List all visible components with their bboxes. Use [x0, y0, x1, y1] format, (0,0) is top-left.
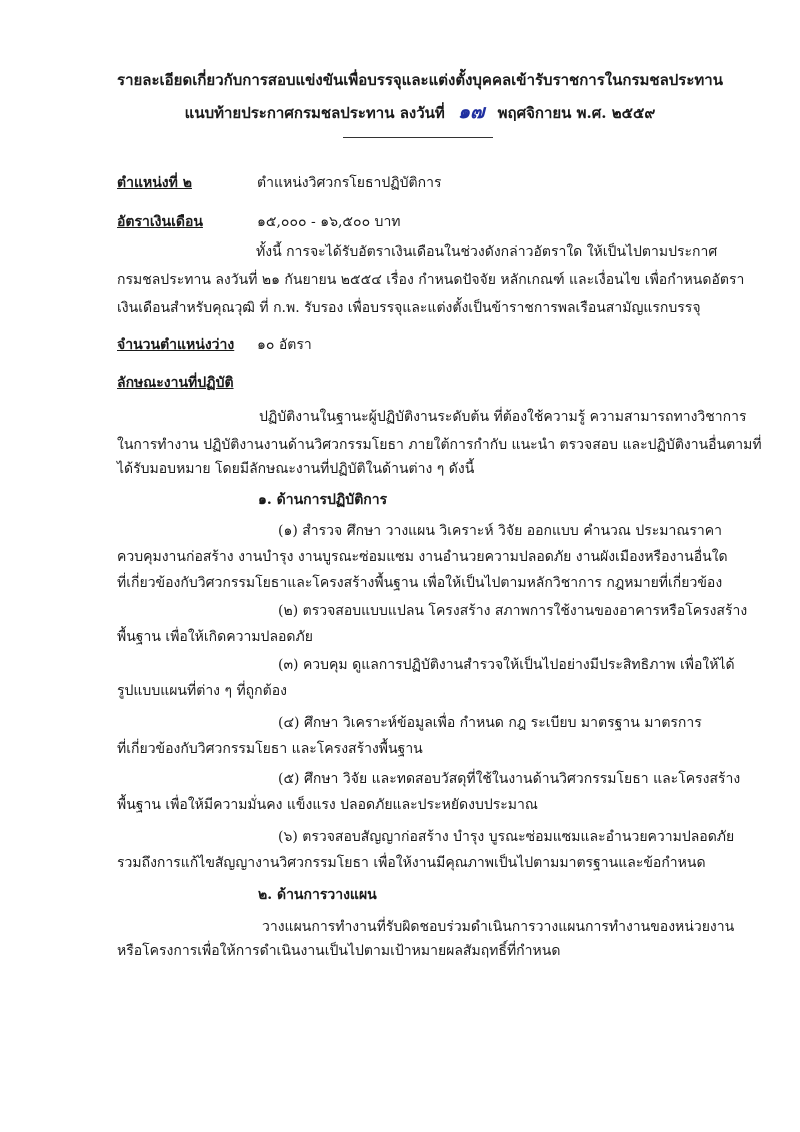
planning-line: วางแผนการทำงานที่รับผิดชอบร่วมดำเนินการวางแผนการทำงานของหน่วยงาน	[262, 919, 735, 935]
section-2-title: ๒. ด้านการวางแผน	[258, 887, 377, 903]
duties-intro-line: ปฏิบัติงานในฐานะผู้ปฏิบัติงานระดับต้น ที่ต้องใช้ความรู้ ความสามารถทางวิชาการ	[259, 409, 747, 425]
duty-item: (๒) ตรวจสอบแบบแปลน โครงสร้าง สภาพการใช้งานของอาคารหรือโครงสร้าง	[278, 603, 748, 619]
duties-label: ลักษณะงานที่ปฏิบัติ	[117, 375, 234, 391]
duty-item-continued: พื้นฐาน เพื่อให้เกิดความปลอดภัย	[117, 629, 313, 645]
duty-item: (๔) ศึกษา วิเคราะห์ข้อมูลเพื่อ กำหนด กฎ ระเบียบ มาตรฐาน มาตรการ	[278, 715, 702, 731]
salary-value: ๑๕,๐๐๐ - ๑๖,๕๐๐ บาท	[257, 214, 401, 230]
section-1-title: ๑. ด้านการปฏิบัติการ	[258, 492, 388, 508]
duty-item-continued: รูปแบบแผนที่ต่าง ๆ ที่ถูกต้อง	[117, 683, 287, 699]
planning-line: หรือโครงการเพื่อให้การดำเนินงานเป็นไปตามเป้าหมายผลสัมฤทธิ์ที่กำหนด	[117, 943, 561, 959]
header-divider	[343, 137, 493, 138]
handwritten-day: ๑๗	[458, 101, 485, 123]
salary-note-line: เงินเดือนสำหรับคุณวุฒิ ที่ ก.พ. รับรอง เพื่อบรรจุและแต่งตั้งเป็นข้าราชการพลเรือนสามัญแรกบรรจุ	[117, 300, 701, 316]
duty-item: (๕) ศึกษา วิจัย และทดสอบวัสดุที่ใช้ในงานด้านวิศวกรรมโยธา และโครงสร้าง	[278, 771, 741, 787]
duty-item-continued: ที่เกี่ยวข้องกับวิศวกรรมโยธา และโครงสร้างพื้นฐาน	[117, 741, 423, 757]
vacancies-label: จำนวนตำแหน่งว่าง	[117, 337, 235, 353]
announcement-month-year: พฤศจิกายน พ.ศ. ๒๕๕๙	[497, 104, 656, 122]
salary-note-line: ทั้งนี้ การจะได้รับอัตราเงินเดือนในช่วงดังกล่าวอัตราใด ให้เป็นไปตามประกาศ	[256, 244, 718, 260]
position-label: ตำแหน่งที่ ๒	[117, 175, 192, 191]
duty-item-continued: ควบคุมงานก่อสร้าง งานบำรุง งานบูรณะซ่อมแซม งานอำนวยความปลอดภัย งานผังเมืองหรืองานอื่นใด	[117, 549, 728, 565]
salary-note-line: กรมชลประทาน ลงวันที่ ๒๑ กันยายน ๒๕๕๔ เรื่อง กำหนดปัจจัย หลักเกณฑ์ และเงื่อนไข เพื่อกำหนดอัตรา	[117, 272, 745, 288]
duty-item-continued: รวมถึงการแก้ไขสัญญางานวิศวกรรมโยธา เพื่อให้งานมีคุณภาพเป็นไปตามมาตรฐานและข้อกำหนด	[117, 855, 706, 871]
duty-item: (๓) ควบคุม ดูแลการปฏิบัติงานสำรวจให้เป็นไปอย่างมีประสิทธิภาพ เพื่อให้ได้	[278, 657, 735, 673]
duty-item: (๑) สำรวจ ศึกษา วางแผน วิเคราะห์ วิจัย ออกแบบ คำนวณ ประมาณราคา	[278, 523, 722, 539]
salary-label: อัตราเงินเดือน	[117, 214, 203, 230]
duty-item: (๖) ตรวจสอบสัญญาก่อสร้าง บำรุง บูรณะซ่อมแซมและอำนวยความปลอดภัย	[278, 829, 735, 845]
duty-item-continued: ที่เกี่ยวข้องกับวิศวกรรมโยธาและโครงสร้างพื้นฐาน เพื่อให้เป็นไปตามหลักวิชาการ กฎหมายที่เกี่ยวข้อง	[117, 575, 723, 591]
duties-intro-line: ได้รับมอบหมาย โดยมีลักษณะงานที่ปฏิบัติในด้านต่าง ๆ ดังนี้	[117, 461, 475, 477]
announcement-reference: แนบท้ายประกาศกรมชลประทาน ลงวันที่	[184, 104, 445, 122]
duties-intro-line: ในการทำงาน ปฏิบัติงานงานด้านวิศวกรรมโยธา ภายใต้การกำกับ แนะนำ ตรวจสอบ และปฏิบัติงานอื่นตามที่	[117, 437, 762, 453]
vacancies-value: ๑๐ อัตรา	[257, 337, 312, 353]
document-title-line-1: รายละเอียดเกี่ยวกับการสอบแข่งขันเพื่อบรรจุและแต่งตั้งบุคคลเข้ารับราชการในกรมชลประทาน	[117, 71, 723, 89]
position-value: ตำแหน่งวิศวกรโยธาปฏิบัติการ	[257, 175, 442, 191]
document-title-line-2	[100, 97, 740, 127]
duty-item-continued: พื้นฐาน เพื่อให้มีความมั่นคง แข็งแรง ปลอดภัยและประหยัดงบประมาณ	[117, 797, 538, 813]
